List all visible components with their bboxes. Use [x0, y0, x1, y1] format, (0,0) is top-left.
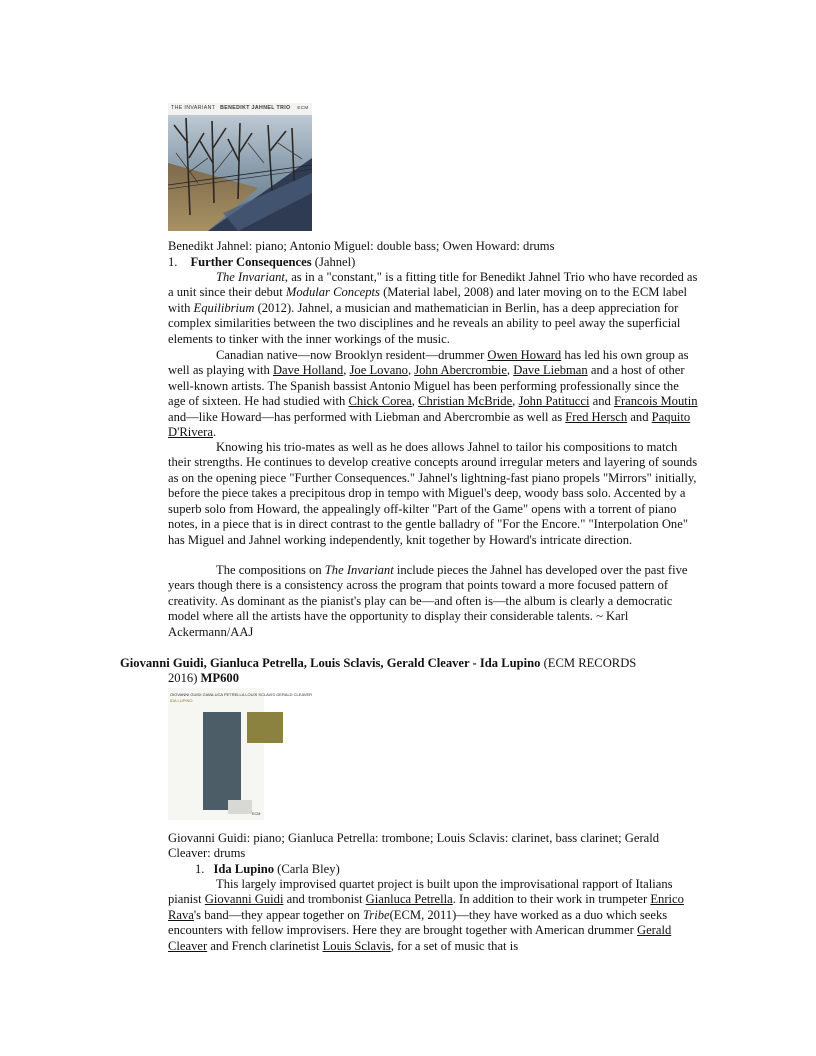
link-gianluca-petrella[interactable]: Gianluca Petrella: [365, 892, 453, 907]
link-chick-corea[interactable]: Chick Corea: [348, 394, 412, 409]
text: has led his own group as well as playing with: [168, 348, 689, 378]
album2-review-paragraph-1: [168, 877, 698, 954]
album2-heading-title: Giovanni Guidi, Gianluca Petrella, Louis Sclavis, Gerald Cleaver - Ida Lupino: [120, 656, 541, 670]
album1-review-paragraph-2: [168, 348, 698, 441]
text: .: [212, 425, 217, 440]
album-cover-ida-lupino: [168, 688, 313, 820]
cover-names: GIOVANNI GUIDI GIANLUCA PETRELLA LOUIS SCLAVIS GERALD CLEAVER: [170, 692, 313, 697]
album1-personnel: Benedikt Jahnel: piano; Antonio Miguel: double bass; Owen Howard: drums: [168, 239, 555, 253]
text: 's band—they appear together on: [193, 907, 363, 922]
link-gerald-cleaver[interactable]: Gerald Cleaver: [168, 923, 672, 953]
link-john-abercrombie[interactable]: John Abercrombie: [414, 363, 507, 378]
text: ,: [512, 394, 519, 409]
text: . In addition to their work in trumpeter: [452, 892, 651, 907]
link-fred-hersch[interactable]: Fred Hersch: [565, 409, 628, 424]
track-number: 1.: [195, 862, 205, 876]
text: Knowing his trio-mates as well as he does allows Jahnel to tailor his compositions to match their strengths. He continues to develop creative concepts around irregular meters and layering of sounds as on the opening piece "Further Consequences." Jahnel's lightning-fast piano propels "Mirrors" initially, before the piece takes a precipitous drop in tempo with Miguel's deep, woody bass solo. Accented by a superb solo from Howard, the appealingly off-kilter "Part of the Game" opens with a torrent of piano notes, in a piece that is in direct contrast to the gentle balladry of "For the Encore." "Interpolation One" has Miguel and Jahnel working independently, knit together by Howard's intricate direction.: [168, 440, 698, 547]
album-cover-the-invariant: [168, 103, 312, 231]
text: , for a set of music that is: [390, 938, 519, 953]
link-giovanni-guidi[interactable]: Giovanni Guidi: [204, 892, 284, 907]
cover-artist: BENEDIKT JAHNEL TRIO: [220, 105, 291, 111]
text: , as in a "constant," is a fitting title for Benedikt Jahnel Trio who have recorded as a unit since their debut: [168, 270, 698, 300]
album-title-ref: The Invariant: [216, 270, 285, 284]
track-composer: (Jahnel): [314, 255, 356, 269]
album1-review-paragraph-3: [168, 440, 698, 548]
album-title-ref: The Invariant: [324, 563, 394, 577]
link-francois-moutin[interactable]: Francois Moutin: [613, 394, 698, 409]
cover-title: THE INVARIANT: [171, 105, 216, 111]
text: (2012). Jahnel, a musician and mathematician in Berlin, has a deep appreciation for complex similarities between the two disciplines and he reveals an ability to peel away the superficial elements to tinker with the inner workings of the music.: [168, 300, 681, 346]
album2-heading: [120, 656, 680, 671]
link-dave-holland[interactable]: Dave Holland: [272, 363, 344, 378]
album1-review-paragraph-4: [168, 563, 698, 640]
link-john-patitucci[interactable]: John Patitucci: [518, 394, 590, 409]
album2-catalog-code: MP600: [200, 671, 240, 685]
text: and: [589, 394, 614, 409]
text: and French clarinetist: [207, 938, 323, 953]
link-louis-sclavis[interactable]: Louis Sclavis: [322, 938, 391, 953]
album2-heading-year: 2016): [168, 671, 201, 685]
album2-heading-label: (ECM RECORDS: [540, 656, 637, 670]
track-number: 1.: [168, 255, 178, 269]
link-joe-lovano[interactable]: Joe Lovano: [349, 363, 408, 378]
link-christian-mcbride[interactable]: Christian McBride: [418, 394, 513, 409]
text: ,: [506, 363, 514, 378]
album2-heading-cont: [168, 671, 239, 686]
track-title: Ida Lupino: [213, 862, 275, 876]
cover-art: [168, 688, 264, 820]
text: ,: [407, 363, 415, 378]
link-paquito-drivera[interactable]: Paquito D'Rivera: [168, 409, 691, 440]
link-enrico-rava[interactable]: Enrico Rava: [168, 892, 684, 922]
album1-review-paragraph-1: [168, 270, 698, 347]
text: This largely improvised quartet project is built upon the improvisational rapport of Italians pianist: [168, 877, 673, 907]
link-owen-howard[interactable]: Owen Howard: [487, 348, 562, 362]
cover-label: ECM: [297, 105, 309, 110]
text: (ECM, 2011)—they have worked as a duo which seeks encounters with fellow improvisers. Here they are brought together with American drummer: [168, 907, 668, 938]
track-composer: (Carla Bley): [277, 862, 340, 876]
album1-track-1: [168, 255, 355, 270]
text: and—like Howard—has performed with Liebman and Abercrombie as well as: [168, 409, 566, 424]
album2-personnel: Giovanni Guidi: piano; Gianluca Petrella: trombone; Louis Sclavis: clarinet, bass clarinet; Gerald Cleaver: drums: [168, 831, 660, 860]
text: The compositions on: [216, 563, 325, 577]
text: and a host of other well-known artists. The Spanish bassist Antonio Miguel has been performing professionally since the age of sixteen. He had studied with: [168, 363, 685, 409]
album-title-ref: Modular Concepts: [285, 285, 380, 300]
album2-track-1: [195, 862, 340, 877]
text: and: [627, 409, 652, 424]
link-dave-liebman[interactable]: Dave Liebman: [513, 363, 588, 378]
text: include pieces the Jahnel has developed over the past five years though there is a consistency across the program that points toward a more focused pattern of creativity. As dominant as the pianist's play can be—and often is—the album is clearly a democratic model where all the artists have the opportunity to display their considerable talents. ~ Karl Ackermann/AAJ: [168, 563, 688, 639]
text: and trombonist: [283, 892, 366, 907]
album-title-ref: Tribe: [362, 907, 390, 922]
cover-photo: [168, 103, 312, 231]
cover-label: ECM: [252, 812, 261, 816]
cover-title: IDA LUPINO: [170, 698, 193, 703]
text: ,: [411, 394, 419, 409]
text: Canadian native—now Brooklyn resident—drummer: [216, 348, 488, 362]
text: (Material label, 2008) and later moving on to the ECM label with: [168, 285, 688, 315]
track-title: Further Consequences: [190, 255, 312, 269]
text: ,: [343, 363, 350, 378]
album-title-ref: Equilibrium: [193, 300, 255, 315]
